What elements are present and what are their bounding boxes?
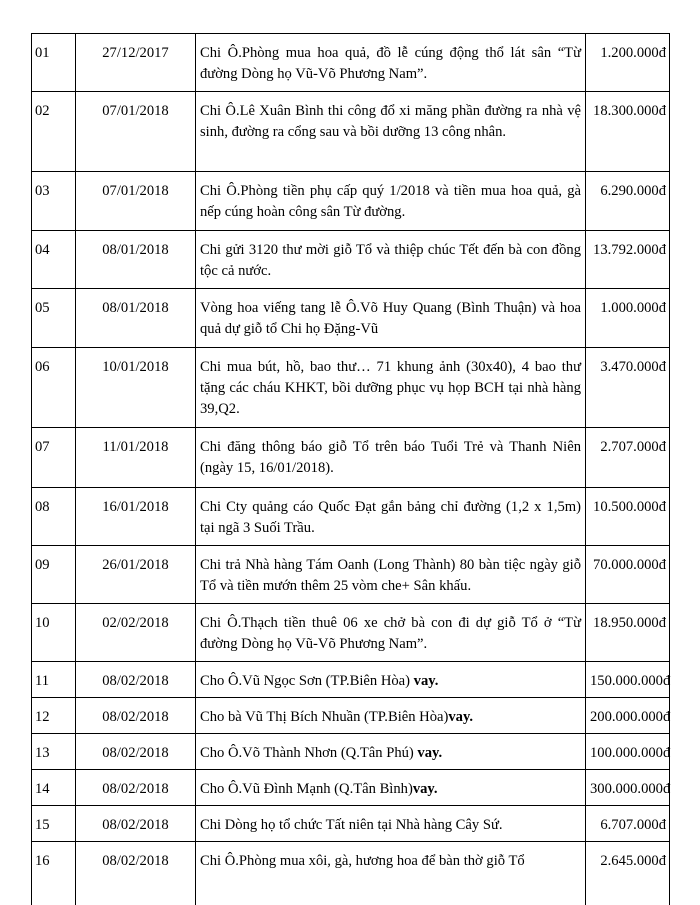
table-row [32,92,670,172]
row-date: 27/12/2017 [76,34,196,92]
row-date: 26/01/2018 [76,546,196,604]
row-description [196,770,586,806]
row-date: 07/01/2018 [76,172,196,231]
row-description: Chi Ô.Thạch tiền thuê 06 xe chở bà con đi dự giỗ Tổ ở “Từ đường Dòng họ Vũ-Võ Phương Nam”. [196,604,586,662]
table-row [32,734,670,770]
row-number: 12 [32,698,76,734]
row-number: 01 [32,34,76,92]
row-number: 09 [32,546,76,604]
row-date: 10/01/2018 [76,348,196,428]
row-description: Chi đăng thông báo giỗ Tổ trên báo Tuổi Trẻ và Thanh Niên (ngày 15, 16/01/2018). [196,428,586,488]
table-row [32,348,670,428]
row-amount: 6.290.000đ [586,172,670,231]
expense-table-page [31,33,669,905]
row-date: 08/01/2018 [76,289,196,348]
row-description [196,662,586,698]
row-number: 05 [32,289,76,348]
row-description-text: Cho Ô.Vũ Đình Mạnh (Q.Tân Bình) [200,781,413,797]
row-description-text: Cho Ô.Vũ Ngọc Sơn (TP.Biên Hòa) [200,673,414,689]
row-description: Chi mua bút, hồ, bao thư… 71 khung ảnh (30x40), 4 bao thư tặng các cháu KHKT, bồi dưỡng phục vụ họp BCH tại nhà hàng 39,Q2. [196,348,586,428]
row-description: Chi Dòng họ tổ chức Tất niên tại Nhà hàng Cây Sứ. [196,806,586,842]
row-date: 08/02/2018 [76,770,196,806]
table-row [32,34,670,92]
row-number: 16 [32,842,76,905]
table-row [32,806,670,842]
row-description-text: Cho bà Vũ Thị Bích Nhuần (TP.Biên Hòa) [200,709,449,725]
row-description: Vòng hoa viếng tang lễ Ô.Võ Huy Quang (Bình Thuận) và hoa quả dự giỗ tổ Chi họ Đặng-Vũ [196,289,586,348]
table-row [32,662,670,698]
row-amount: 18.300.000đ [586,92,670,172]
row-date: 08/02/2018 [76,806,196,842]
row-number: 03 [32,172,76,231]
row-amount: 1.000.000đ [586,289,670,348]
row-date: 16/01/2018 [76,488,196,546]
loan-label: vay. [417,745,443,761]
row-amount: 18.950.000đ [586,604,670,662]
row-date: 11/01/2018 [76,428,196,488]
table-row [32,604,670,662]
row-amount: 200.000.000đ [586,698,670,734]
row-amount: 70.000.000đ [586,546,670,604]
table-row [32,698,670,734]
row-number: 07 [32,428,76,488]
row-description: Chi Ô.Phòng mua xôi, gà, hương hoa để bàn thờ giỗ Tổ [196,842,586,905]
loan-label: vay. [412,781,438,797]
row-number: 08 [32,488,76,546]
row-description-text: Cho Ô.Võ Thành Nhơn (Q.Tân Phú) [200,745,418,761]
row-amount: 2.645.000đ [586,842,670,905]
row-description: Chi Ô.Phòng tiền phụ cấp quý 1/2018 và tiền mua hoa quả, gà nếp cúng hoàn công sân Từ đường. [196,172,586,231]
row-date: 08/01/2018 [76,231,196,289]
row-amount: 100.000.000đ [586,734,670,770]
row-amount: 6.707.000đ [586,806,670,842]
table-row [32,770,670,806]
row-description: Chi trả Nhà hàng Tám Oanh (Long Thành) 80 bàn tiệc ngày giỗ Tổ và tiền mướn thêm 25 vòm che+ Sân khấu. [196,546,586,604]
loan-label: vay. [413,673,439,689]
row-date: 08/02/2018 [76,662,196,698]
row-amount: 3.470.000đ [586,348,670,428]
row-description [196,698,586,734]
row-date: 08/02/2018 [76,734,196,770]
loan-label: vay. [448,709,474,725]
row-description: Chi gửi 3120 thư mời giỗ Tổ và thiệp chúc Tết đến bà con đồng tộc cả nước. [196,231,586,289]
table-row [32,231,670,289]
row-amount: 10.500.000đ [586,488,670,546]
row-number: 10 [32,604,76,662]
row-number: 14 [32,770,76,806]
row-description: Chi Ô.Lê Xuân Bình thi công đổ xi măng phần đường ra nhà vệ sinh, đường ra cổng sau và bồi dưỡng 13 công nhân. [196,92,586,172]
row-date: 08/02/2018 [76,842,196,905]
row-amount: 150.000.000đ [586,662,670,698]
row-number: 04 [32,231,76,289]
row-number: 13 [32,734,76,770]
row-date: 08/02/2018 [76,698,196,734]
row-number: 02 [32,92,76,172]
row-number: 11 [32,662,76,698]
row-amount: 1.200.000đ [586,34,670,92]
table-row [32,546,670,604]
row-number: 06 [32,348,76,428]
expense-table [31,33,670,905]
row-number: 15 [32,806,76,842]
row-description: Chi Ô.Phòng mua hoa quả, đồ lễ cúng động thổ lát sân “Từ đường Dòng họ Vũ-Võ Phương Nam”. [196,34,586,92]
table-row [32,289,670,348]
table-row [32,842,670,905]
row-amount: 300.000.000đ [586,770,670,806]
row-date: 07/01/2018 [76,92,196,172]
table-row [32,488,670,546]
row-amount: 2.707.000đ [586,428,670,488]
row-amount: 13.792.000đ [586,231,670,289]
row-description [196,734,586,770]
row-date: 02/02/2018 [76,604,196,662]
table-row [32,428,670,488]
table-row [32,172,670,231]
row-description: Chi Cty quảng cáo Quốc Đạt gắn bảng chỉ đường (1,2 x 1,5m) tại ngã 3 Suối Trầu. [196,488,586,546]
